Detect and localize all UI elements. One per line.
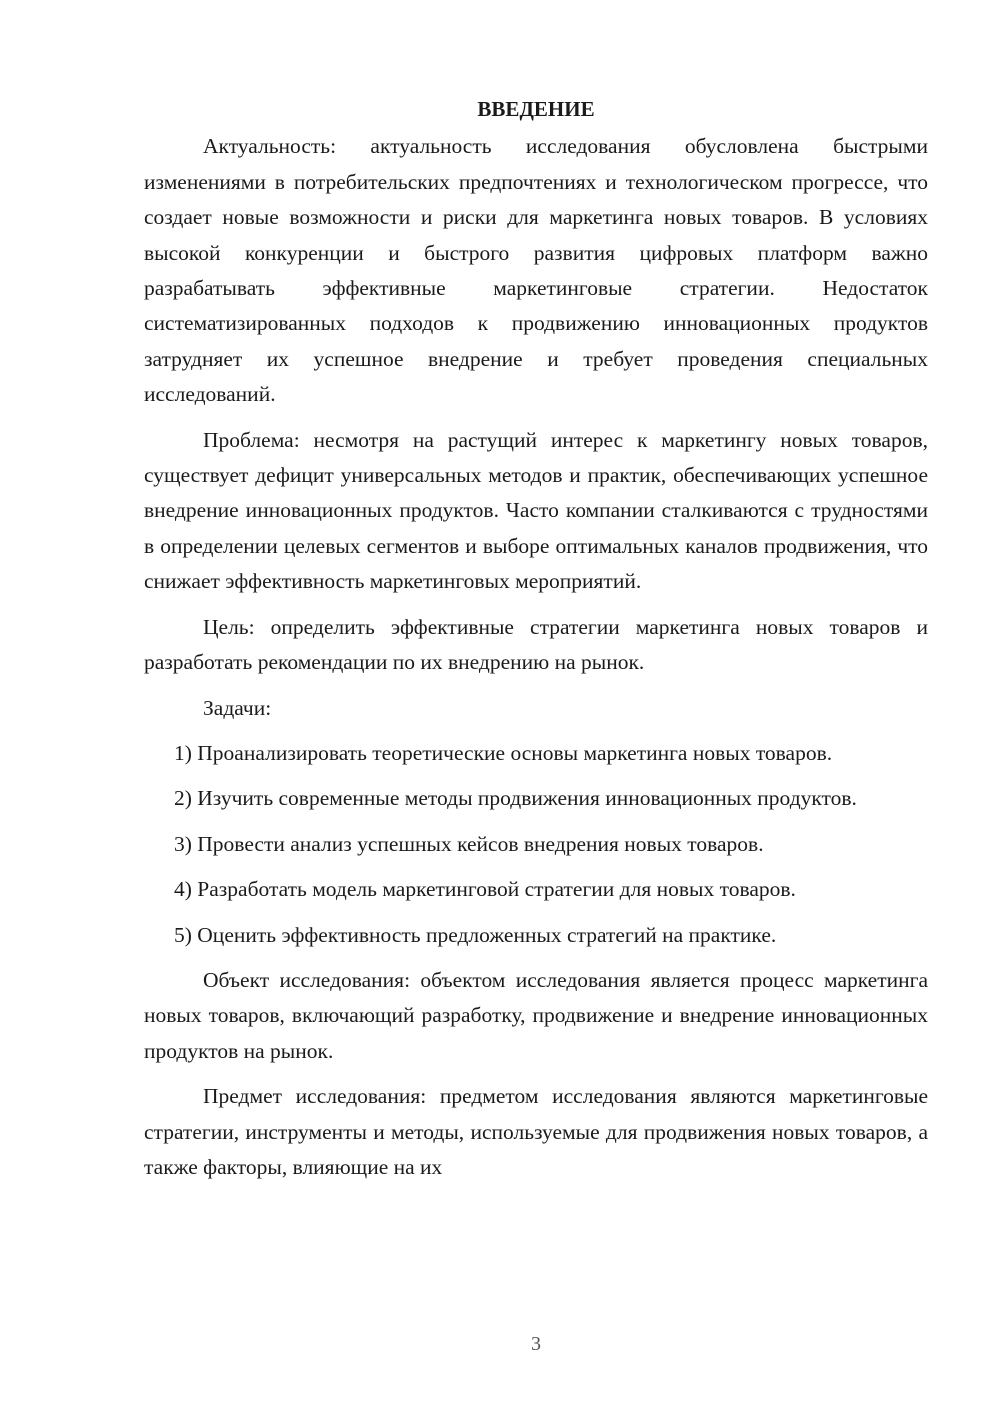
page-number: 3 (531, 1333, 541, 1355)
paragraph-subject: Предмет исследования: предметом исследования являются маркетинговые стратегии, инструменты и методы, используемые для продвижения новых товаров, а также факторы, влияющие на их (144, 1084, 928, 1179)
paragraph-relevance: Актуальность: актуальность исследования обусловлена быстрыми изменениями в потребительских предпочтениях и технологическом прогрессе, что создает новые возможности и риски для маркетинга новых товаров. В условиях высокой конкуренции и быстрого развития цифровых платформ важно разрабатывать эффективные маркетинговые стратегии. Недостаток систематизированных подходов к продвижению инновационных продуктов затрудняет их успешное внедрение и требует проведения специальных исследований. (144, 134, 928, 407)
task-item-3: 3) Провести анализ успешных кейсов внедрения новых товаров. (174, 831, 764, 856)
task-item-1: 1) Проанализировать теоретические основы маркетинга новых товаров. (174, 740, 833, 765)
paragraph-goal: Цель: определить эффективные стратегии маркетинга новых товаров и разработать рекомендации по их внедрению на рынок. (144, 614, 928, 675)
task-item-2: 2) Изучить современные методы продвижения инновационных продуктов. (174, 786, 857, 811)
paragraph-problem: Проблема: несмотря на растущий интерес к маркетингу новых товаров, существует дефицит универсальных методов и практик, обеспечивающих успешное внедрение инновационных продуктов. Часто компании сталкиваются с трудностями в определении целевых сегментов и выборе оптимальных каналов продвижения, что снижает эффективность маркетинговых мероприятий. (144, 427, 928, 594)
document-page (144, 92, 928, 1185)
tasks-label: Задачи: (203, 695, 272, 720)
task-item-5: 5) Оценить эффективность предложенных стратегий на практике. (174, 922, 777, 947)
paragraph-object: Объект исследования: объектом исследования является процесс маркетинга новых товаров, включающий разработку, продвижение и внедрение инновационных продуктов на рынок. (144, 967, 928, 1063)
section-title: ВВЕДЕНИЕ (477, 97, 595, 121)
task-item-4: 4) Разработать модель маркетинговой стратегии для новых товаров. (174, 877, 796, 902)
